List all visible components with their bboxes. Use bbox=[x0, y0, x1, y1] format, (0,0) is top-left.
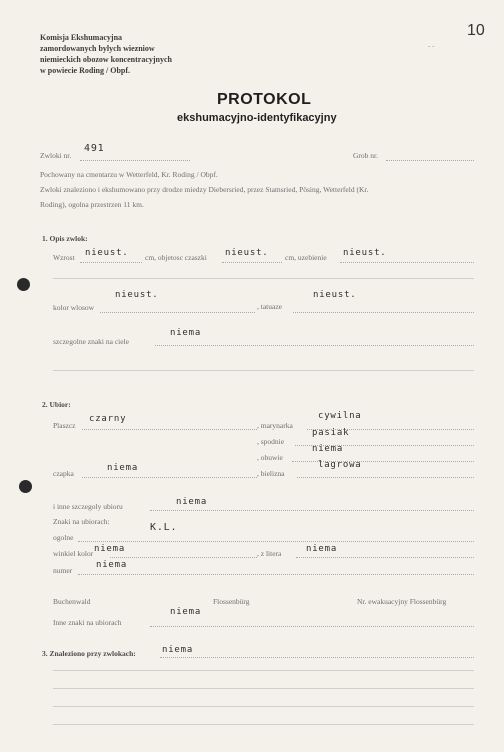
shoes-label: , obuwie bbox=[257, 453, 283, 462]
blank-line bbox=[53, 278, 474, 279]
section3-value: niema bbox=[162, 645, 194, 655]
blank-line bbox=[53, 370, 474, 371]
body-marks-label: szczegolne znaki na ciele bbox=[53, 337, 129, 346]
blank-line bbox=[53, 688, 474, 689]
cap-line bbox=[82, 477, 257, 478]
tattoo-line bbox=[293, 312, 474, 313]
document-subtitle: ekshumacyjno-identyfikacyjny bbox=[177, 112, 337, 124]
coat-label: Plaszcz bbox=[53, 421, 76, 430]
org-line: niemieckich obozow koncentracyjnych bbox=[40, 55, 172, 64]
number-value: niema bbox=[96, 560, 128, 570]
punch-hole-top bbox=[17, 278, 30, 291]
body-marks-value: niema bbox=[170, 328, 202, 338]
number-line bbox=[78, 574, 474, 575]
org-header bbox=[40, 32, 172, 76]
found-text-line1: Zwloki znaleziono i ekshumowano przy drodze miedzy Diebersried, przez Stamsried, Pösing, Wetterfeld (Kr. bbox=[40, 185, 369, 194]
grave-number-line bbox=[386, 160, 474, 161]
triangle-color-label: winkiel kolor bbox=[53, 549, 94, 558]
teeth-line bbox=[340, 262, 474, 263]
cap-value: niema bbox=[107, 463, 139, 473]
general-value: K.L. bbox=[150, 522, 178, 533]
section3-line bbox=[160, 657, 474, 658]
org-line: Komisja Ekshumacyjna bbox=[40, 33, 123, 42]
jacket-value: cywilna bbox=[318, 411, 362, 421]
section2-heading: 2. Ubior: bbox=[42, 400, 71, 409]
other-marks-label: Inne znaki na ubiorach bbox=[53, 618, 122, 627]
height-line bbox=[80, 262, 142, 263]
blank-line bbox=[53, 670, 474, 671]
letter-line bbox=[296, 557, 474, 558]
triangle-color-value: niema bbox=[94, 544, 126, 554]
camp-evacuation-number: Nr. ewakuacyjny Flossenbürg bbox=[357, 597, 447, 606]
tattoo-value: nieust. bbox=[313, 290, 357, 300]
corpse-number-label: Zwloki nr. bbox=[40, 151, 72, 160]
triangle-color-line bbox=[110, 557, 257, 558]
section1-heading: 1. Opis zwlok: bbox=[42, 234, 88, 243]
section3-heading: 3. Znaleziono przy zwlokach: bbox=[42, 649, 136, 658]
coat-value: czarny bbox=[89, 414, 127, 424]
shoes-value: niema bbox=[312, 444, 344, 454]
corpse-number-value: 491 bbox=[84, 143, 105, 154]
cm-skull-label: cm, objetosc czaszki bbox=[145, 253, 207, 262]
hair-value: nieust. bbox=[115, 290, 159, 300]
other-marks-value: niema bbox=[170, 607, 202, 617]
general-line bbox=[78, 541, 474, 542]
camp-buchenwald: Buchenwald bbox=[53, 597, 91, 606]
document-title: PROTOKOL bbox=[217, 91, 312, 108]
cm-teeth-label: cm, uzebienie bbox=[285, 253, 327, 262]
burial-text: Pochowany na cmentarzu w Wetterfeld, Kr. Roding / Obpf. bbox=[40, 170, 218, 179]
corner-mark: - - bbox=[428, 42, 435, 50]
underwear-line bbox=[297, 477, 474, 478]
underwear-label: , bielizna bbox=[257, 469, 285, 478]
blank-line bbox=[53, 706, 474, 707]
clothing-marks-label: Znaki na ubiorach: bbox=[53, 517, 110, 526]
letter-label: , z litera bbox=[257, 549, 282, 558]
skull-value: nieust. bbox=[225, 248, 269, 258]
height-value: nieust. bbox=[85, 248, 129, 258]
trousers-label: , spodnie bbox=[257, 437, 285, 446]
hair-label: kolor wlosow bbox=[53, 303, 95, 312]
tattoo-label: , tatuaze bbox=[257, 302, 282, 311]
found-text-line2: Roding), ogolna przestrzen 11 km. bbox=[40, 200, 144, 209]
other-marks-line bbox=[150, 626, 474, 627]
org-line: zamordowanych bylych wiezniow bbox=[40, 44, 155, 53]
other-clothing-line bbox=[150, 510, 474, 511]
punch-hole-bottom bbox=[19, 480, 32, 493]
corpse-number-line bbox=[80, 160, 190, 161]
blank-line bbox=[53, 724, 474, 725]
letter-value: niema bbox=[306, 544, 338, 554]
other-clothing-label: i inne szczegoly ubioru bbox=[53, 502, 123, 511]
coat-line bbox=[82, 429, 257, 430]
page-number: 10 bbox=[467, 22, 485, 39]
underwear-value: lagrowa bbox=[318, 460, 362, 470]
general-label: ogolne bbox=[53, 533, 74, 542]
cap-label: czapka bbox=[53, 469, 74, 478]
trousers-value: pasiak bbox=[312, 428, 350, 438]
number-label: numer bbox=[53, 566, 73, 575]
grave-number-label: Grob nr. bbox=[353, 151, 378, 160]
jacket-label: , marynarka bbox=[257, 421, 293, 430]
teeth-value: nieust. bbox=[343, 248, 387, 258]
hair-line bbox=[100, 312, 255, 313]
camp-flossenburg: Flossenbürg bbox=[213, 597, 250, 606]
skull-line bbox=[222, 262, 282, 263]
height-label: Wzrost bbox=[53, 253, 75, 262]
other-clothing-value: niema bbox=[176, 497, 208, 507]
org-line: w powiecie Roding / Obpf. bbox=[40, 66, 131, 75]
body-marks-line bbox=[155, 345, 474, 346]
